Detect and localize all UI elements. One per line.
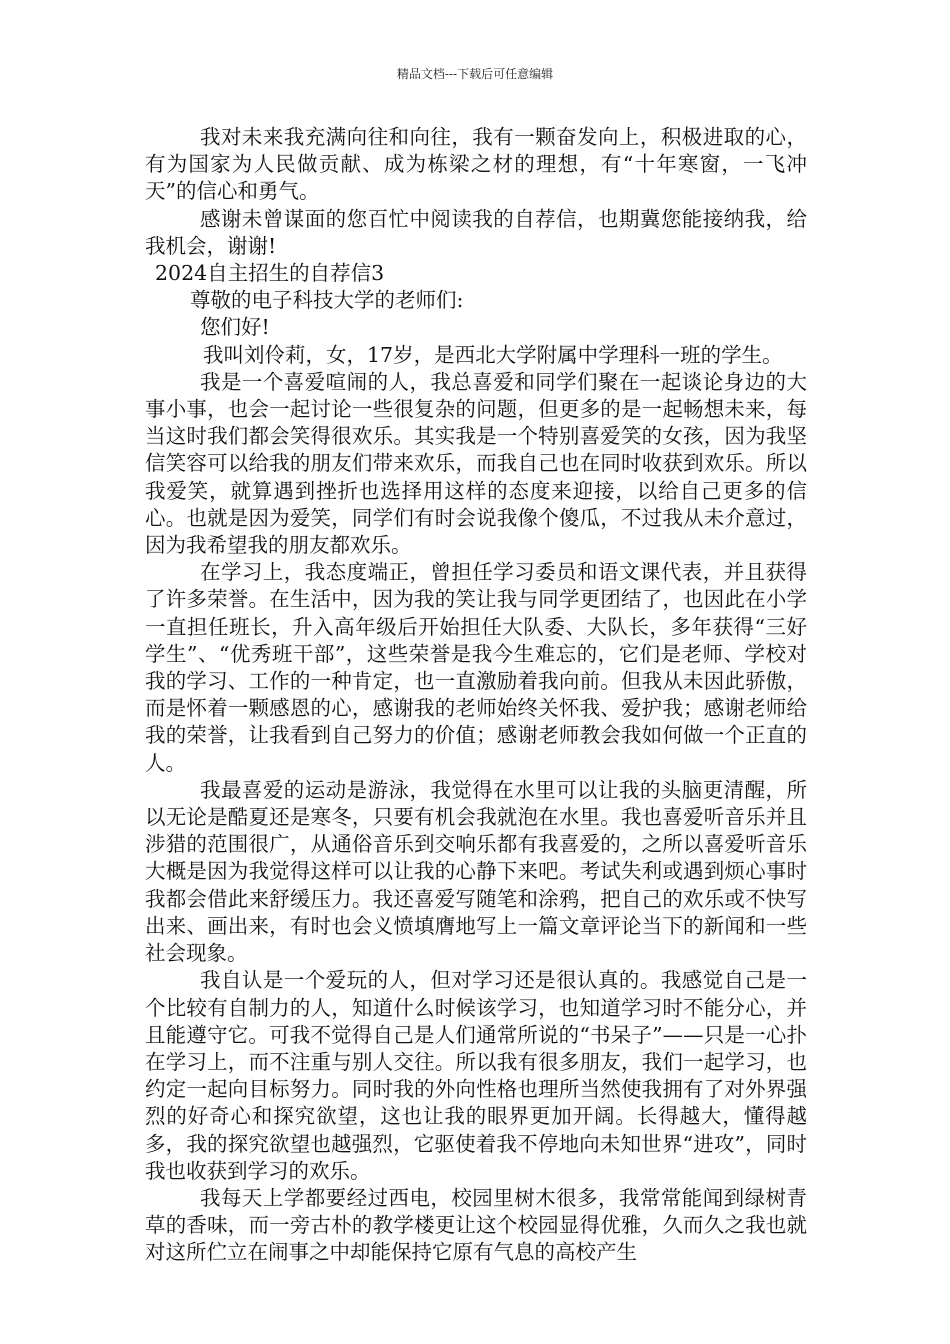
paragraph-thanks: 感谢未曾谋面的您百忙中阅读我的自荐信，也期冀您能接纳我，给我机会，谢谢! xyxy=(145,206,807,258)
paragraph-self-introduction: 我叫刘伶莉，女，17岁，是西北大学附属中学理科一班的学生。 xyxy=(203,342,783,367)
paragraph-hobbies: 我最喜爱的运动是游泳，我觉得在水里可以让我的头脑更清醒，所以无论是酷夏还是寒冬，只要有机会我就泡在水里。我也喜爱听音乐并且涉猎的范围很广，从通俗音乐到交响乐都有我喜爱的，之所以喜爱听音乐大概是因为我觉得这样可以让我的心静下来吧。考试失利或遇到烦心事时我都会借此来舒缓压力。我还喜爱写随笔和涂鸦，把自己的欢乐或不快写出来、画出来，有时也会义愤填膺地写上一篇文章评论当下的新闻和一些社会现象。 xyxy=(145,777,807,966)
paragraph-campus: 我每天上学都要经过西电，校园里树木很多，我常常能闻到绿树青草的香味，而一旁古朴的教学楼更让这个校园显得优雅，久而久之我也就对这所伫立在闹事之中却能保持它原有气息的高校产生 xyxy=(145,1185,807,1265)
paragraph-future-aspiration: 我对未来我充满向往和向往，我有一颗奋发向上，积极进取的心，有为国家为人民做贡献、成为栋梁之材的理想，有“十年寒窗，一飞冲天”的信心和勇气。 xyxy=(145,125,807,204)
greeting: 您们好! xyxy=(200,315,270,340)
paragraph-personality: 我是一个喜爱喧闹的人，我总喜爱和同学们聚在一起谈论身边的大事小事，也会一起讨论一些很复杂的问题，但更多的是一起畅想未来，每当这时我们都会笑得很欢乐。其实我是一个特别喜爱笑的女孩，因为我坚信笑容可以给我的朋友们带来欢乐，而我自己也在同时收获到欢乐。所以我爱笑，就算遇到挫折也选择用这样的态度来迎接，以给自己更多的信心。也就是因为爱笑，同学们有时会说我像个傻瓜，不过我从未介意过，因为我希望我的朋友都欢乐。 xyxy=(145,369,807,558)
document-body xyxy=(145,124,807,1267)
paragraph-study-attitude: 我自认是一个爱玩的人，但对学习还是很认真的。我感觉自己是一个比较有自制力的人，知道什么时候该学习，也知道学习时不能分心，并且能遵守它。可我不觉得自己是人们通常所说的“书呆子”——只是一心扑在学习上，而不注重与别人交往。所以我有很多朋友，我们一起学习，也约定一起向目标努力。同时我的外向性格也理所当然使我拥有了对外界强烈的好奇心和探究欲望，这也让我的眼界更加开阔。长得越大，懂得越多，我的探究欲望也越强烈，它驱使着我不停地向未知世界“进攻”，同时我也收获到学习的欢乐。 xyxy=(145,968,807,1183)
page-header: 精品文档---下载后可任意编辑 xyxy=(396,67,554,81)
salutation: 尊敬的电子科技大学的老师们: xyxy=(190,288,464,313)
letter-heading: 2024自主招生的自荐信3 xyxy=(155,261,385,286)
paragraph-study-honors: 在学习上，我态度端正，曾担任学习委员和语文课代表，并且获得了许多荣誉。在生活中，因为我的笑让我与同学更团结了，也因此在小学一直担任班长，升入高年级后开始担任大队委、大队长，多年获得“三好学生”、“优秀班干部”，这些荣誉是我今生难忘的，它们是老师、学校对我的学习、工作的一种肯定，也一直激励着我向前。但我从未因此骄傲，而是怀着一颗感恩的心，感谢我的老师始终关怀我、爱护我；感谢老师给我的荣誉，让我看到自己努力的价值；感谢老师教会我如何做一个正直的人。 xyxy=(145,560,807,775)
